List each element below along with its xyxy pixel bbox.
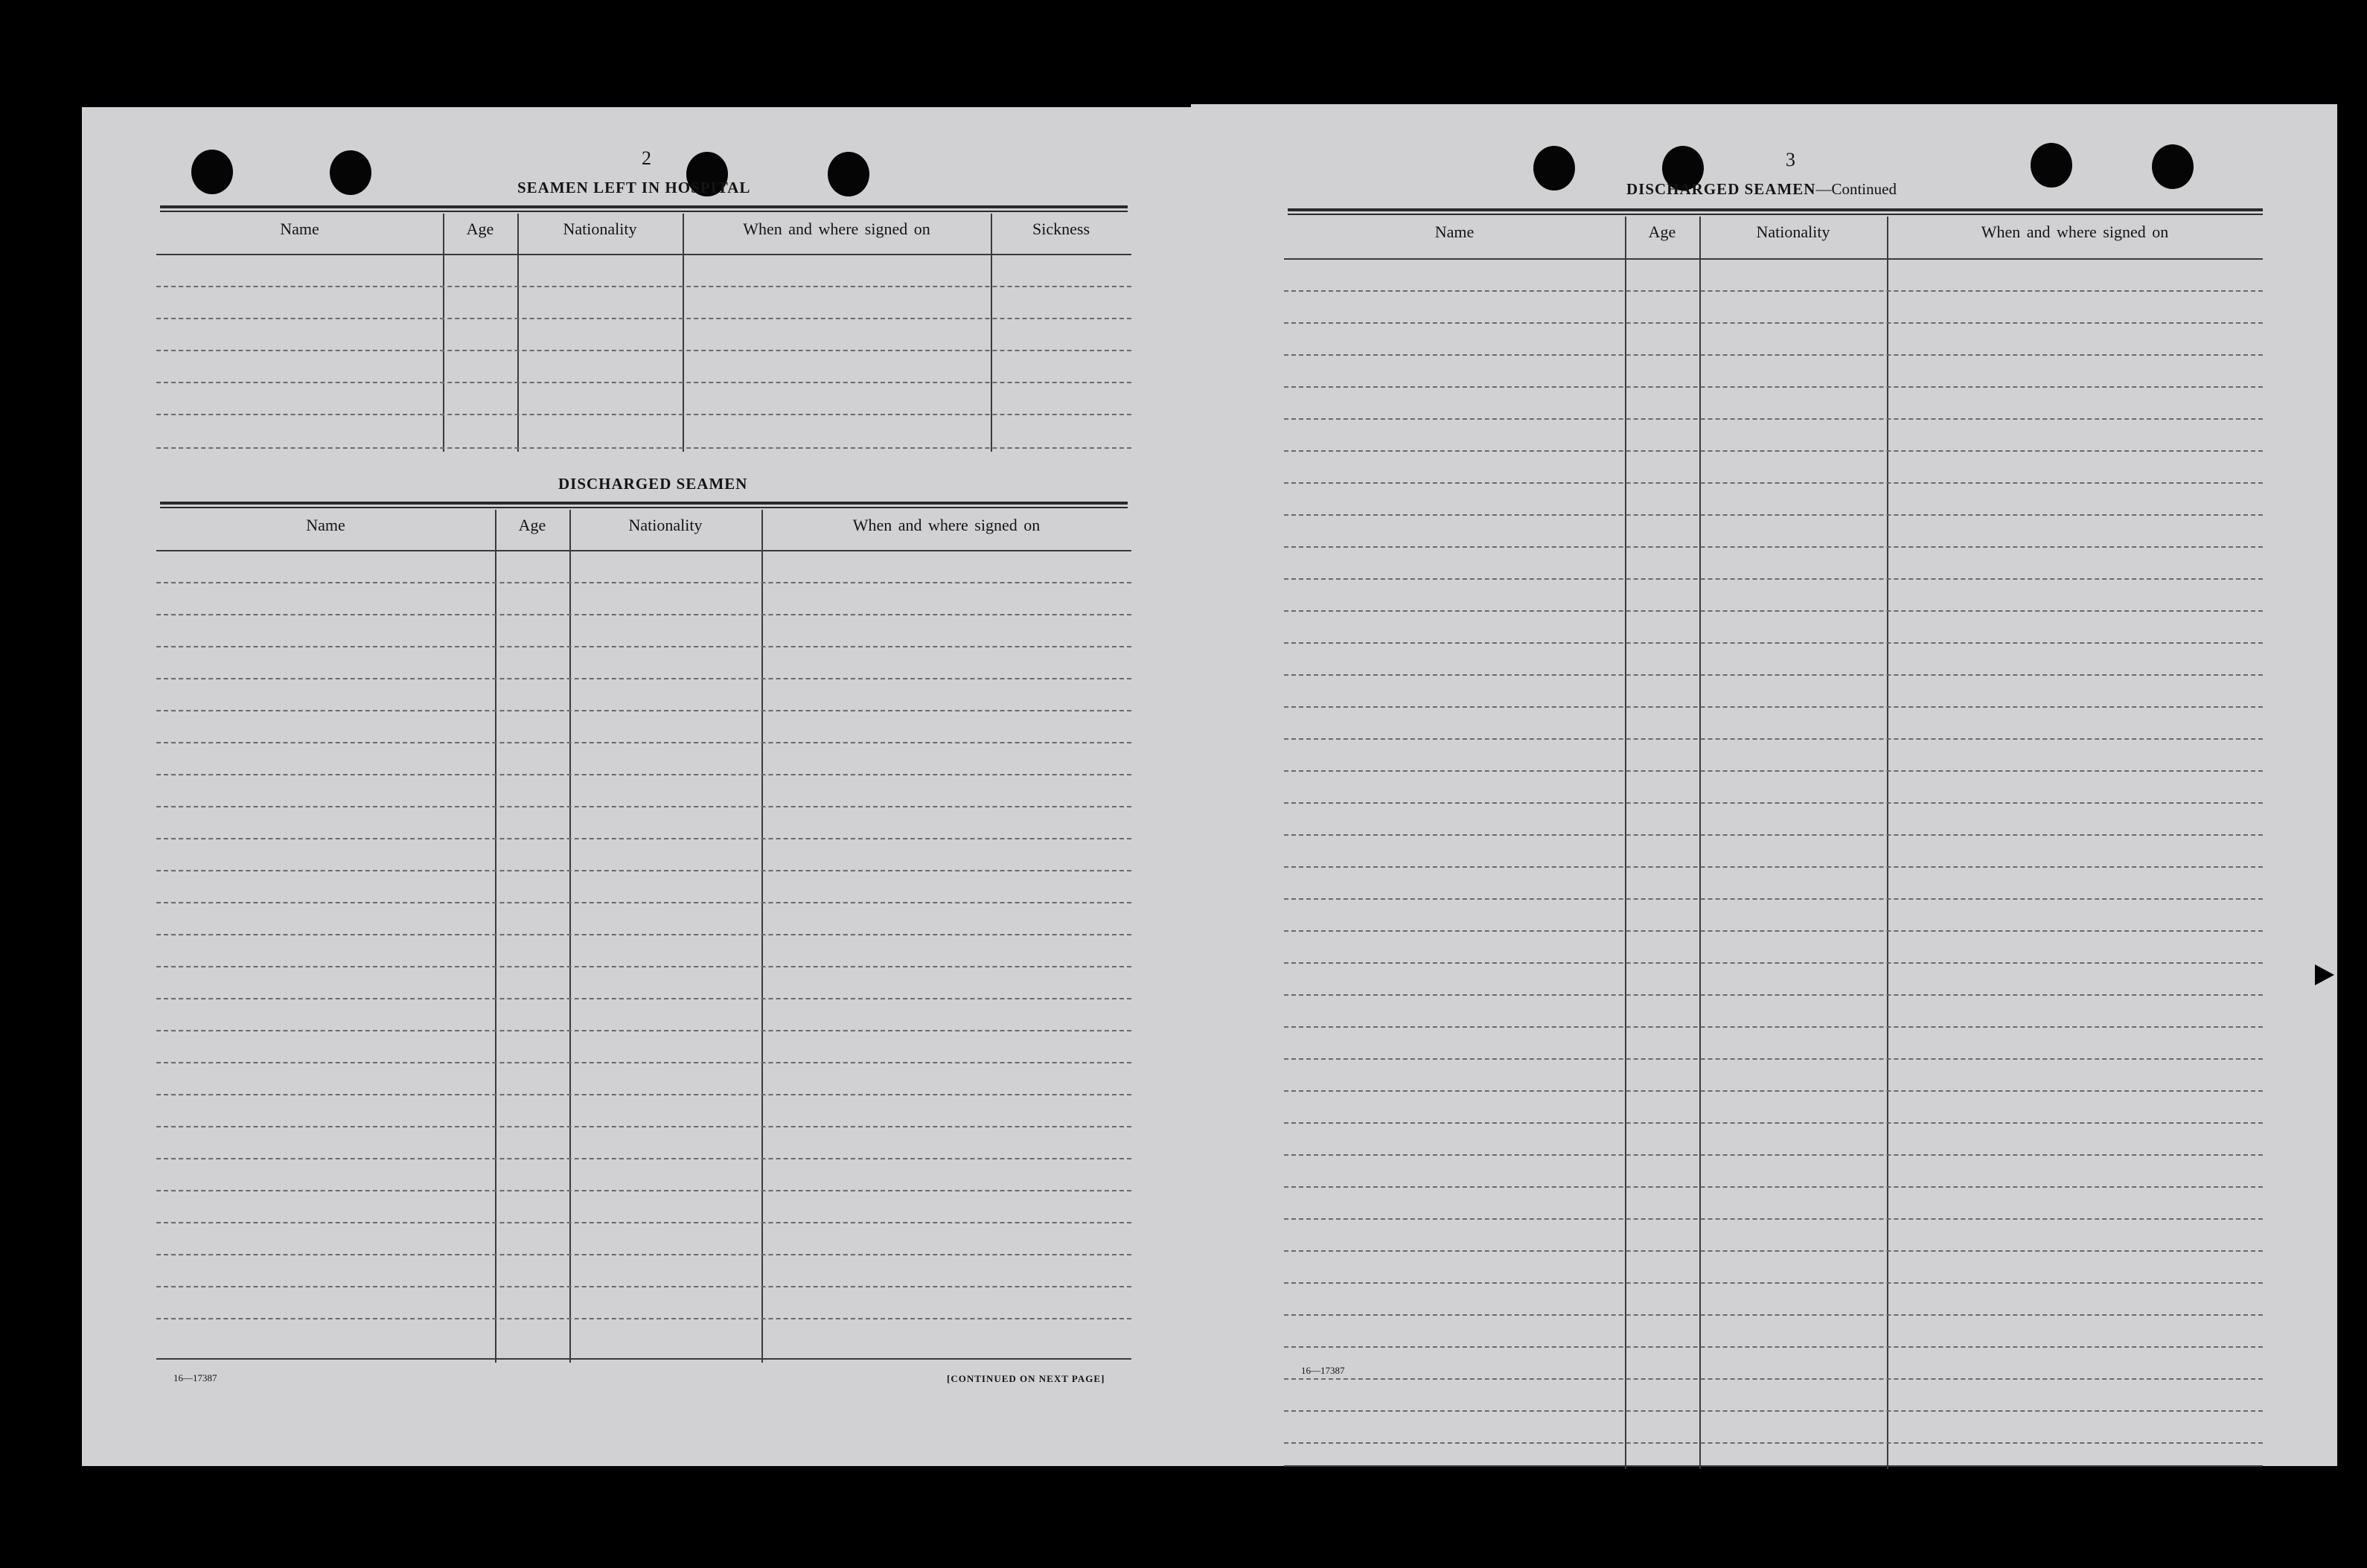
row-line (1284, 482, 2263, 484)
row-line (156, 998, 1131, 999)
row-line (156, 1286, 1131, 1287)
title-text: DISCHARGED SEAMEN (1626, 180, 1816, 198)
row-line (156, 1030, 1131, 1031)
row-line (156, 1158, 1131, 1159)
form-number: 16—17387 (173, 1372, 217, 1383)
column-header-name: Name (1434, 223, 1475, 241)
row-line (1284, 674, 2263, 676)
column-header-nationality: Nationality (563, 220, 637, 238)
row-line (1284, 1410, 2263, 1412)
column-divider (517, 214, 519, 452)
row-line (1284, 642, 2263, 644)
row-line (1284, 290, 2263, 292)
header-rule (1284, 258, 2263, 260)
column-divider (443, 214, 444, 452)
row-line (156, 806, 1131, 807)
row-line (1284, 994, 2263, 996)
column-header-signed-on: When and where signed on (743, 220, 930, 238)
discharged-table (156, 510, 1131, 1363)
row-line (1284, 578, 2263, 580)
title-rule (160, 205, 1128, 212)
header-rule (156, 254, 1131, 255)
row-line (156, 966, 1131, 967)
row-line (156, 902, 1131, 903)
row-line (1284, 1122, 2263, 1124)
row-line (1284, 866, 2263, 868)
row-line (1284, 1250, 2263, 1252)
column-divider (1699, 217, 1701, 1469)
column-divider (569, 510, 571, 1363)
column-header-nationality: Nationality (628, 516, 703, 534)
row-line (1284, 1378, 2263, 1380)
punch-hole (330, 150, 371, 195)
column-header-age: Age (518, 516, 546, 534)
row-line (156, 414, 1131, 415)
punch-hole (2152, 144, 2194, 189)
row-line (156, 1222, 1131, 1223)
row-line (156, 286, 1131, 287)
column-divider (761, 510, 763, 1363)
punch-hole (191, 150, 233, 194)
row-line (156, 1094, 1131, 1095)
left-page (82, 107, 1191, 1466)
column-header-signed-on: When and where signed on (852, 516, 1041, 534)
row-line (156, 934, 1131, 935)
row-line (156, 582, 1131, 583)
row-line (156, 1254, 1131, 1255)
table-bottom-rule (1284, 1465, 2263, 1467)
row-line (1284, 354, 2263, 356)
row-line (1284, 514, 2263, 516)
row-line (1284, 706, 2263, 708)
row-line (156, 646, 1131, 647)
row-line (1284, 770, 2263, 772)
row-line (1284, 1026, 2263, 1028)
row-line (156, 382, 1131, 383)
row-line (1284, 1314, 2263, 1316)
row-line (1284, 546, 2263, 548)
discharged-section-title: DISCHARGED SEAMEN (558, 475, 748, 493)
column-divider (1887, 217, 1888, 1469)
binder-tab (2315, 964, 2334, 985)
row-line (156, 447, 1131, 449)
punch-hole (1533, 146, 1575, 191)
row-line (1284, 962, 2263, 964)
row-line (156, 710, 1131, 711)
row-line (1284, 1442, 2263, 1444)
row-line (156, 870, 1131, 871)
row-line (156, 774, 1131, 775)
row-line (1284, 1218, 2263, 1220)
page-number: 2 (642, 147, 651, 169)
row-line (1284, 930, 2263, 932)
row-line (156, 1318, 1131, 1319)
row-line (1284, 738, 2263, 740)
header-rule (156, 550, 1131, 551)
row-line (156, 318, 1131, 319)
title-rule (1288, 208, 2263, 215)
row-line (156, 614, 1131, 615)
column-divider (991, 214, 992, 452)
row-line (156, 678, 1131, 679)
column-header-name: Name (306, 516, 345, 534)
hospital-section-title: SEAMEN LEFT IN HOSPITAL (517, 179, 751, 196)
hospital-table (156, 214, 1131, 452)
row-line (1284, 386, 2263, 388)
row-line (1284, 1154, 2263, 1156)
title-rule (160, 502, 1128, 508)
right-page (1191, 104, 2337, 1466)
row-line (1284, 450, 2263, 452)
row-line (1284, 322, 2263, 324)
row-line (1284, 802, 2263, 804)
column-header-signed-on: When and where signed on (1981, 223, 2169, 241)
row-line (1284, 1282, 2263, 1284)
column-header-age: Age (466, 220, 494, 238)
discharged-continued-title (1626, 180, 1897, 199)
title-continued: —Continued (1815, 180, 1897, 198)
row-line (156, 1126, 1131, 1127)
column-header-name: Name (280, 220, 319, 238)
punch-hole (2031, 143, 2072, 188)
row-line (156, 350, 1131, 351)
row-line (1284, 1090, 2263, 1092)
column-header-age: Age (1648, 223, 1676, 241)
continued-note: [CONTINUED ON NEXT PAGE] (947, 1373, 1105, 1384)
row-line (1284, 1346, 2263, 1348)
row-line (1284, 610, 2263, 612)
row-line (156, 838, 1131, 839)
punch-hole (828, 152, 869, 196)
row-line (1284, 898, 2263, 900)
row-line (1284, 834, 2263, 836)
page-number: 3 (1786, 149, 1795, 170)
column-header-sickness: Sickness (1032, 220, 1090, 238)
column-header-nationality: Nationality (1756, 223, 1830, 241)
row-line (156, 742, 1131, 743)
column-divider (1625, 217, 1626, 1469)
row-line (1284, 1058, 2263, 1060)
row-line (156, 1062, 1131, 1063)
row-line (1284, 1186, 2263, 1188)
table-bottom-rule (156, 1358, 1131, 1360)
row-line (156, 1190, 1131, 1191)
form-number: 16—17387 (1301, 1365, 1345, 1376)
column-divider (495, 510, 496, 1363)
row-line (1284, 418, 2263, 420)
discharged-continued-table (1284, 217, 2263, 1469)
column-divider (683, 214, 684, 452)
